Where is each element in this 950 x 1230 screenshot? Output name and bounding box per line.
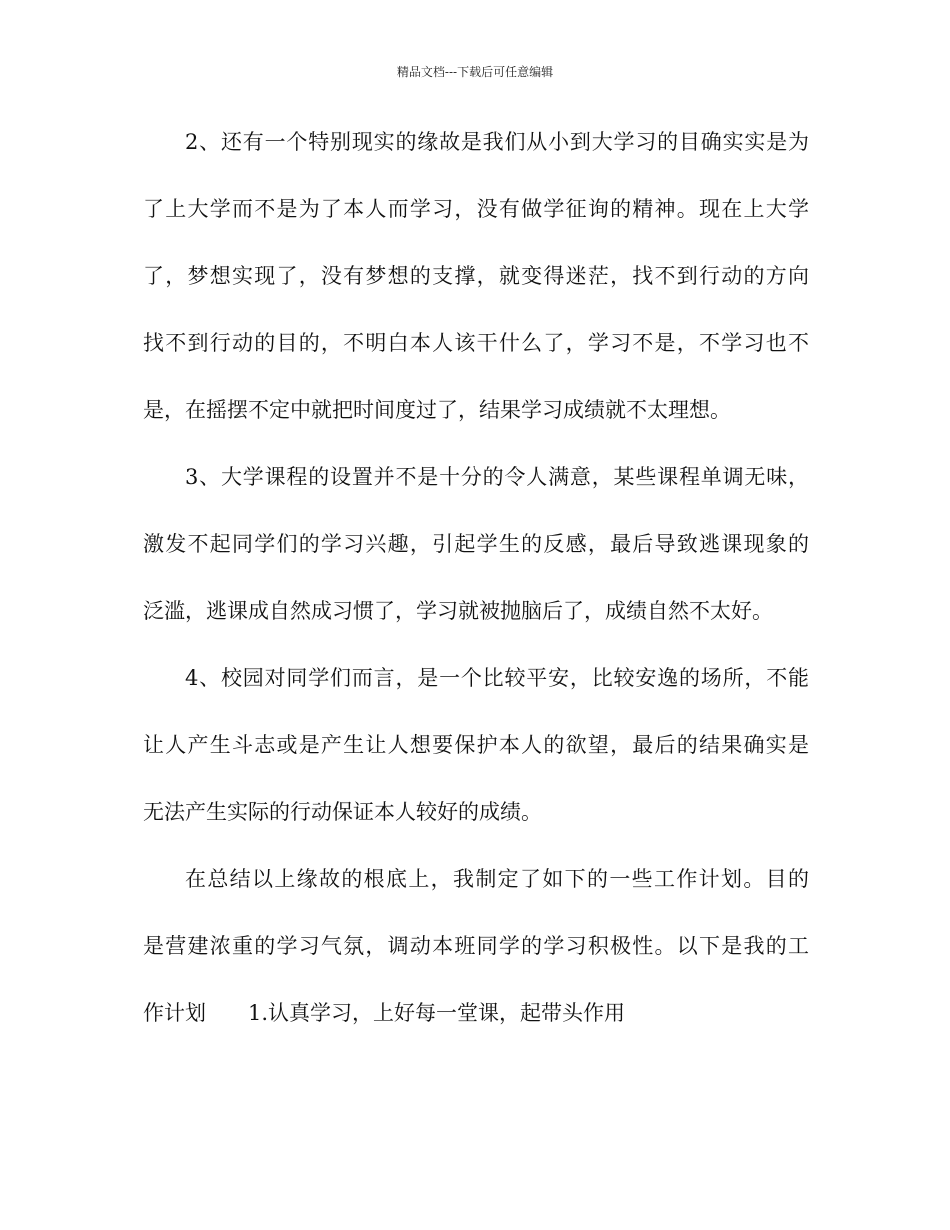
paragraph-line: 激发不起同学们的学习兴趣，引起学生的反感，最后导致逃课现象的 <box>143 532 809 556</box>
paragraph-line: 在总结以上缘故的根底上，我制定了如下的一些工作计划。目的 <box>185 867 809 891</box>
page-header: 精品文档---下载后可任意编辑 <box>396 65 554 79</box>
paragraph-line: 让人产生斗志或是产生让人想要保护本人的欲望，最后的结果确实是 <box>143 733 809 757</box>
paragraph-line-last <box>143 993 809 1033</box>
paragraph-line: 2、还有一个特别现实的缘故是我们从小到大学习的目确实实是为 <box>185 130 809 154</box>
paragraph-line: 找不到行动的目的，不明白本人该干什么了，学习不是，不学习也不 <box>143 331 809 355</box>
paragraph-line: 4、校园对同学们而言，是一个比较平安，比较安逸的场所，不能 <box>185 666 809 690</box>
paragraph-line: 是，在摇摆不定中就把时间度过了，结果学习成绩就不太理想。 <box>143 398 731 422</box>
paragraph-line: 泛滥，逃课成自然成习惯了，学习就被抛脑后了，成绩自然不太好。 <box>143 599 773 623</box>
paragraph-line: 无法产生实际的行动保证本人较好的成绩。 <box>143 800 542 824</box>
paragraph-line: 是营建浓重的学习气氛，调动本班同学的学习积极性。以下是我的工 <box>143 934 809 958</box>
paragraph-line: 了上大学而不是为了本人而学习，没有做学征询的精神。现在上大学 <box>143 197 809 221</box>
paragraph-line-start: 作计划 <box>143 1001 206 1025</box>
list-item-text: 1.认真学习，上好每一堂课，起带头作用 <box>248 1001 626 1025</box>
paragraph-line: 3、大学课程的设置并不是十分的令人满意，某些课程单调无味， <box>185 465 809 489</box>
paragraph-line: 了，梦想实现了，没有梦想的支撑，就变得迷茫，找不到行动的方向 <box>143 264 809 288</box>
